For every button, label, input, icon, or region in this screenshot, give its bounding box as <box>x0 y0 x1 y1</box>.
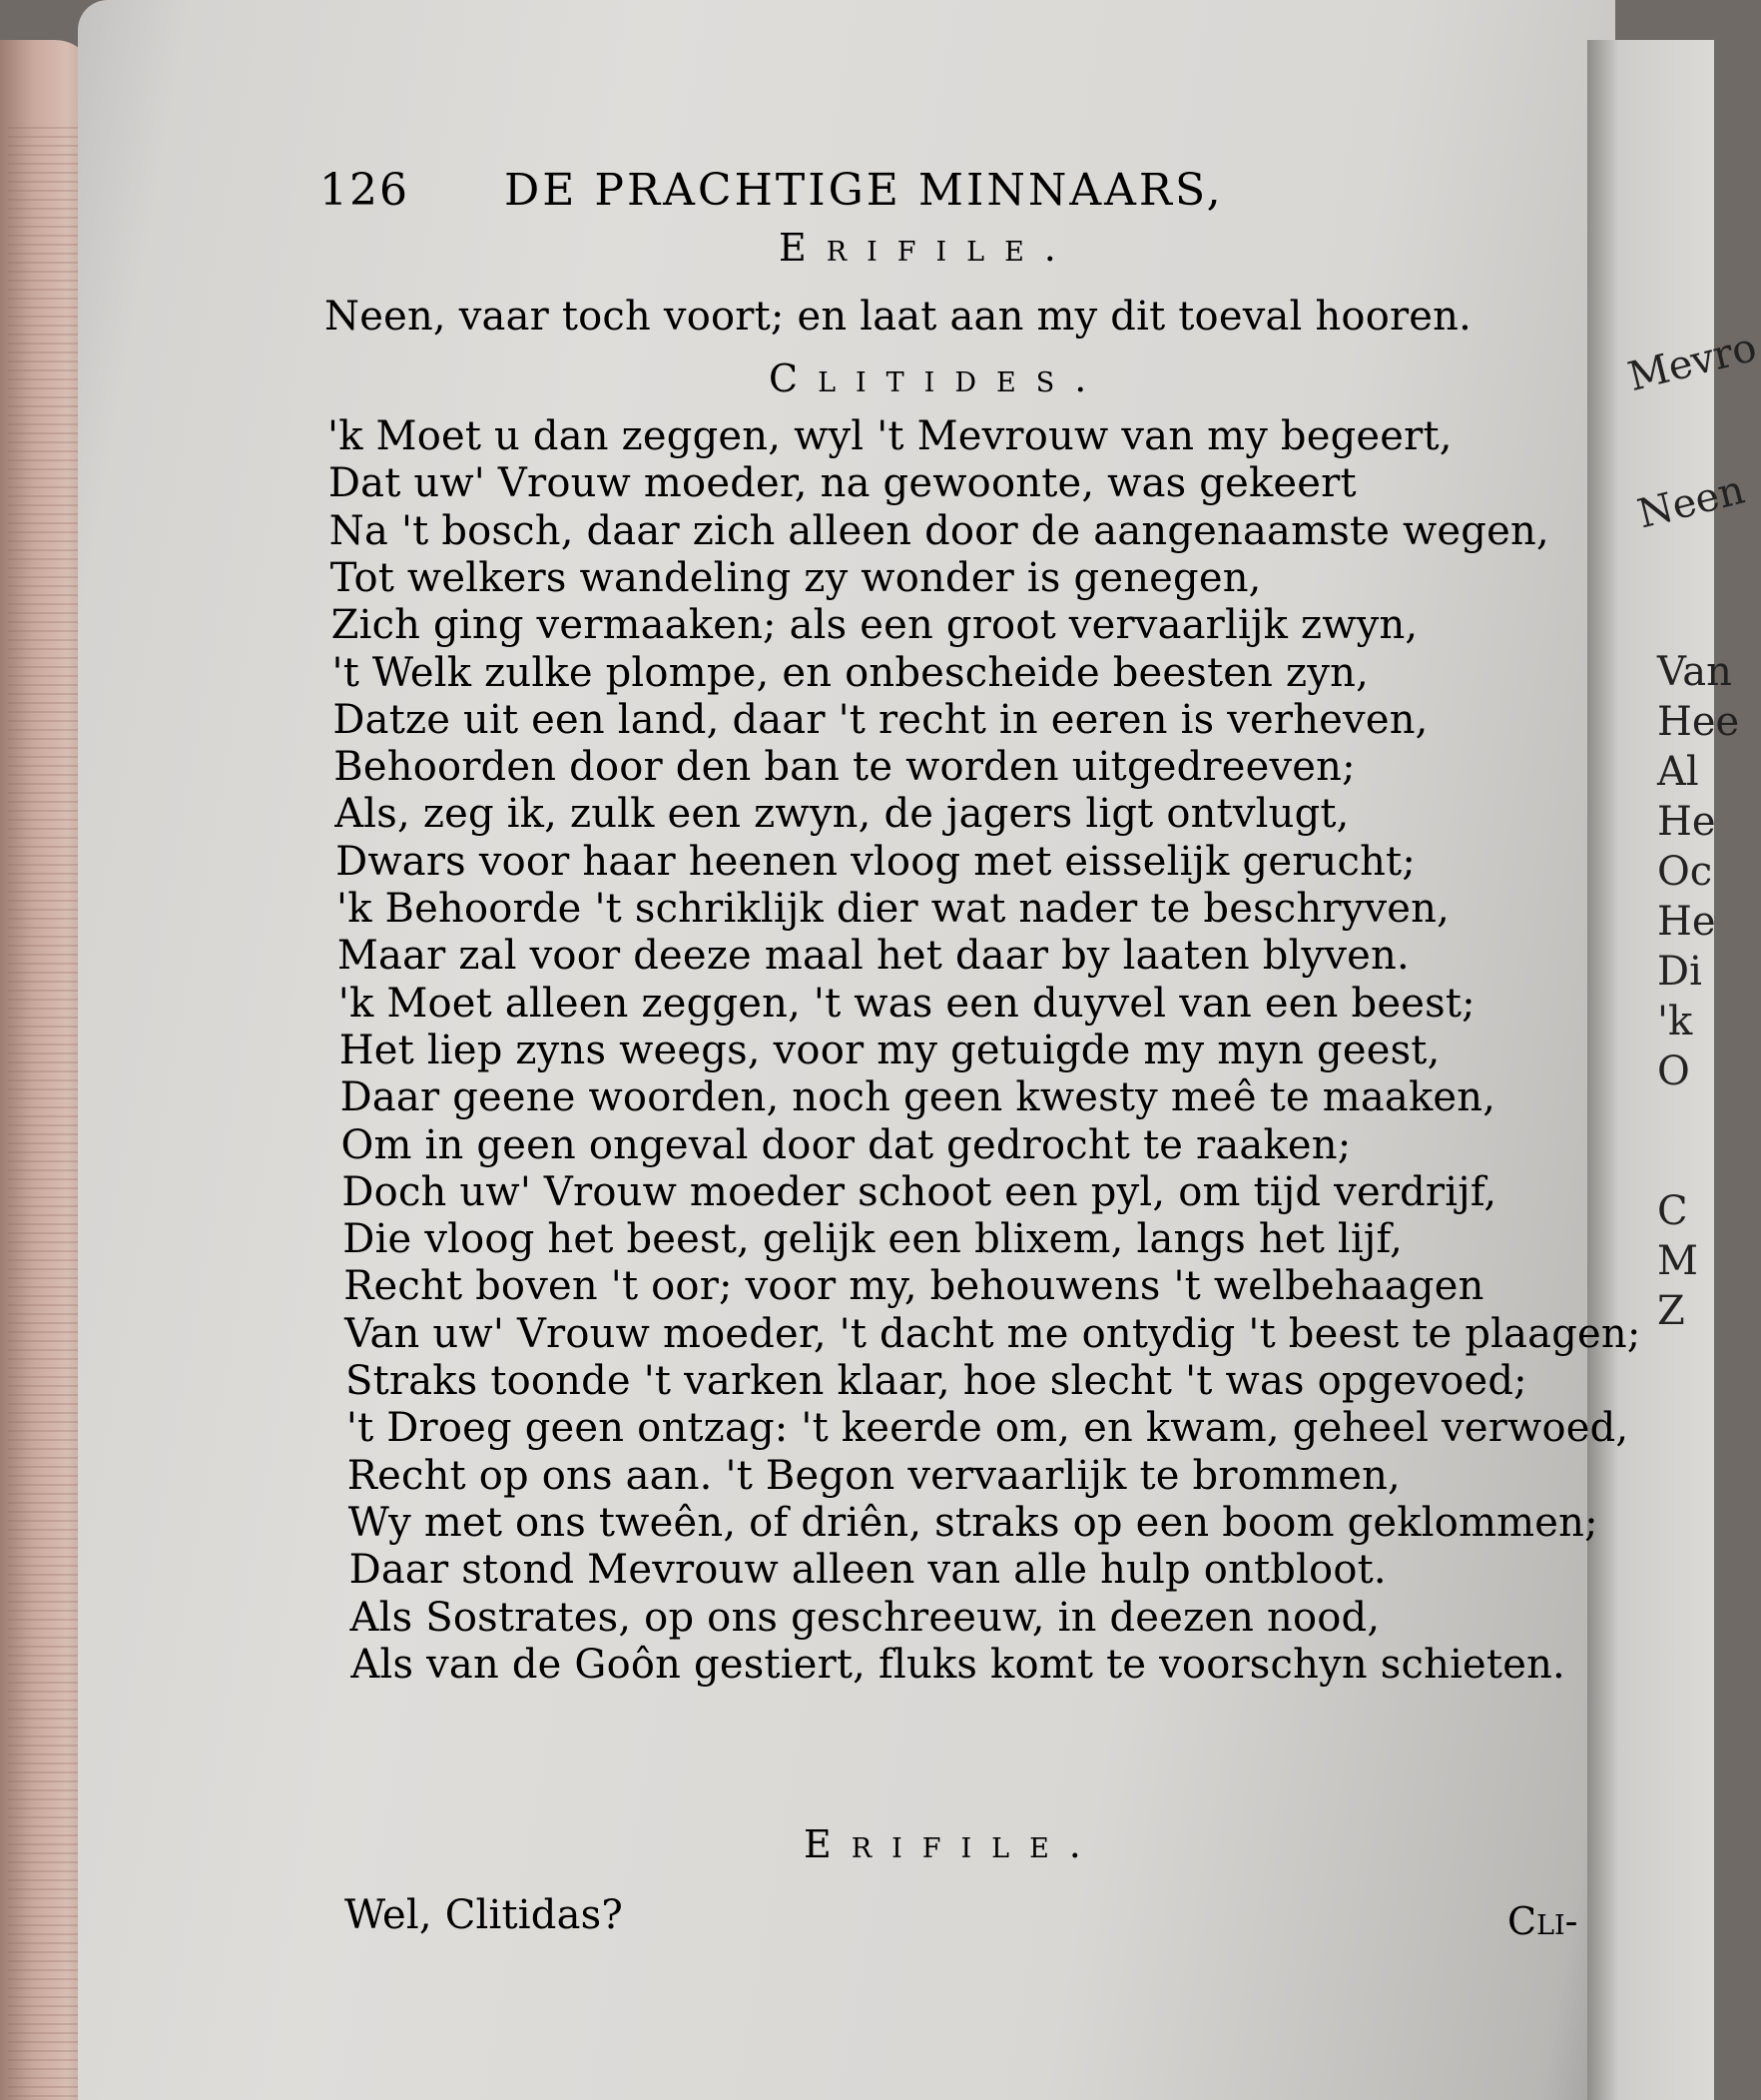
verse-line: Behoorden door den ban te worden uitgedreeven; <box>333 744 1356 791</box>
facing-page-text: He <box>1657 899 1716 945</box>
facing-page-text: Mevro <box>1623 324 1761 401</box>
verse-line: Straks toonde 't varken klaar, hoe slecht 't was opgevoed; <box>345 1358 1527 1404</box>
facing-page-text: M <box>1657 1238 1698 1284</box>
speaker-erifile: Erifile. <box>804 1822 1101 1866</box>
running-title: DE PRACHTIGE MINNAARS, <box>504 165 1224 216</box>
facing-page <box>1587 40 1761 2100</box>
verse-line: 't Droeg geen ontzag: 't keerde om, en kwam, geheel verwoed, <box>345 1405 1629 1452</box>
verse-line: Om in geen ongeval door dat gedrocht te raaken; <box>340 1121 1352 1168</box>
speaker-clitides: Clitides. <box>769 356 1107 400</box>
verse-line: Maar zal voor deeze maal het daar by laaten blyven. <box>336 933 1410 980</box>
speaker-erifile: Erifile. <box>779 226 1076 270</box>
facing-page-text: 'k <box>1657 999 1693 1045</box>
verse-line: Na 't bosch, daar zich alleen door de aangenaamste wegen, <box>328 507 1549 554</box>
verse-line: Zich ging vermaaken; als een groot vervaarlijk zwyn, <box>330 602 1419 649</box>
verse-line: Dwars voor haar heenen vloog met eisselijk gerucht; <box>335 838 1416 885</box>
verse-line: Als Sostrates, op ons geschreeuw, in deezen nood, <box>349 1594 1381 1641</box>
verse-line: Wy met ons tweên, of driên, straks op een boom geklommen; <box>347 1499 1598 1546</box>
verse-line: Datze uit een land, daar 't recht in eeren is verheven, <box>332 696 1429 743</box>
facing-page-text: C <box>1657 1188 1688 1234</box>
verse-line: Het liep zyns weegs, voor my getuigde my myn geest, <box>338 1027 1441 1073</box>
verse-line: Wel, Clitidas? <box>344 1892 624 1938</box>
verse-line: Daar geene woorden, noch geen kwesty meê te maaken, <box>339 1074 1496 1121</box>
verse-line: 'k Behoorde 't schriklijk dier wat nader te beschryven, <box>336 886 1451 932</box>
verse-line: Tot welkers wandeling zy wonder is genegen, <box>329 554 1262 601</box>
facing-page-text: He <box>1657 799 1716 845</box>
verse-line: Die vloog het beest, gelijk een blixem, langs het lijf, <box>342 1216 1403 1263</box>
facing-page-text: O <box>1657 1049 1690 1094</box>
running-head <box>319 165 1378 225</box>
facing-page-text: Van <box>1657 649 1732 695</box>
verse-line: Recht op ons aan. 't Begon vervaarlijk te brommen, <box>346 1452 1401 1499</box>
verse-line: 'k Moet u dan zeggen, wyl 't Mevrouw van my begeert, <box>327 413 1453 459</box>
page-edges <box>8 120 88 2097</box>
verse-line: Neen, vaar toch voort; en laat aan my dit toeval hooren. <box>324 294 1472 340</box>
catchword: Cli- <box>1507 1899 1578 1943</box>
facing-page-text: Di <box>1657 949 1702 995</box>
verse-line: Doch uw' Vrouw moeder schoot een pyl, om tijd verdrijf, <box>341 1168 1497 1215</box>
verse-line: Recht boven 't oor; voor my, behouwens 't welbehaagen <box>343 1263 1484 1310</box>
verse-line: 'k Moet alleen zeggen, 't was een duyvel van een beest; <box>337 980 1475 1027</box>
verse-line: 't Welk zulke plompe, en onbescheide beesten zyn, <box>331 649 1369 696</box>
verse-line: Als van de Goôn gestiert, fluks komt te voorschyn schieten. <box>350 1641 1565 1688</box>
facing-page-text: Al <box>1657 749 1699 795</box>
facing-page-text: Neen <box>1633 466 1750 538</box>
verse-line: Als, zeg ik, zulk een zwyn, de jagers ligt ontvlugt, <box>334 791 1350 838</box>
verse-line: Daar stond Mevrouw alleen van alle hulp ontbloot. <box>348 1547 1387 1594</box>
facing-page-text: Hee <box>1657 699 1740 745</box>
facing-page-text: Oc <box>1657 849 1713 895</box>
page-number: 126 <box>319 165 409 216</box>
facing-page-text: Z <box>1657 1288 1685 1334</box>
verse-line: Van uw' Vrouw moeder, 't dacht me ontydig 't beest te plaagen; <box>344 1310 1641 1357</box>
verse-line: Dat uw' Vrouw moeder, na gewoonte, was gekeert <box>327 460 1357 507</box>
